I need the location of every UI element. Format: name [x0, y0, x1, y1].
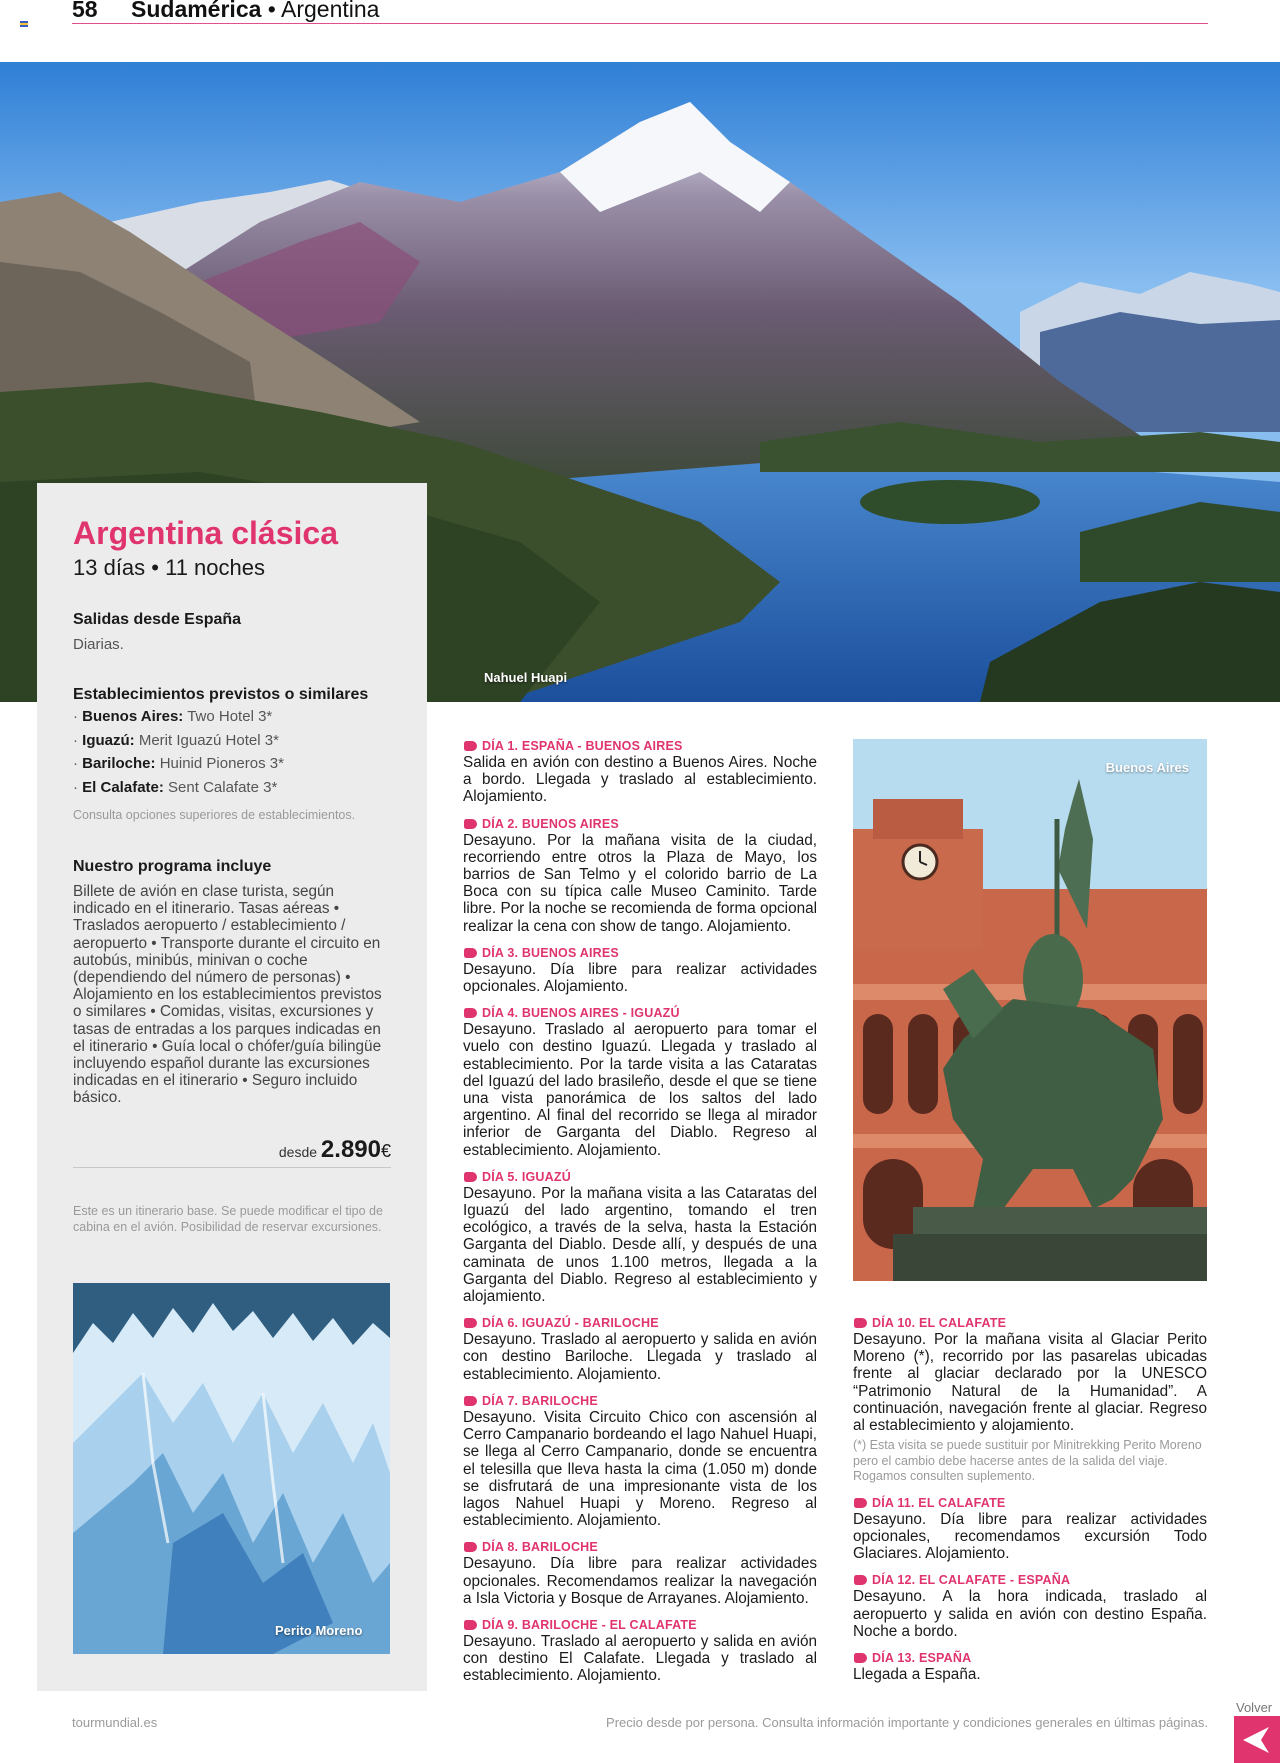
day-title: DÍA 2. BUENOS AIRES: [463, 817, 817, 832]
hotels-note: Consulta opciones superiores de establecimientos.: [73, 808, 356, 822]
glacier-illustration: [73, 1283, 390, 1654]
itinerary-day: [463, 739, 817, 806]
day-title: DÍA 3. BUENOS AIRES: [463, 946, 817, 961]
price-currency: €: [380, 1141, 391, 1161]
day-title: DÍA 10. EL CALAFATE: [853, 1316, 1207, 1331]
itinerary-day: [463, 1316, 817, 1383]
day-text: Desayuno. Día libre para realizar actividades opcionales, recomendamos excursión Todo Glaciares. Alojamiento.: [853, 1510, 1207, 1563]
itinerary-day: [463, 1170, 817, 1305]
itinerary-day: [463, 1394, 817, 1529]
hotel-item: · Bariloche: Huinid Pioneros 3*: [73, 755, 284, 772]
back-label: Volver: [1236, 1700, 1273, 1715]
flag-icon: [20, 21, 28, 27]
back-arrow-icon: [1243, 1727, 1271, 1753]
page-header: [72, 0, 1208, 24]
day-text: Desayuno. Traslado al aeropuerto y salida en avión con destino Bariloche. Llegada y traslado al establecimiento. Alojamiento.: [463, 1331, 817, 1383]
day-text: Desayuno. Por la mañana visita de la ciudad, recorriendo entre otros la Plaza de Mayo, los barrios de San Telmo y el colorido barrio de La Boca con su típica calle Museo Caminito. Tarde libre. Por la noche se recomienda de forma opcional realizar la cena con show de tango. Alojamiento.: [463, 831, 817, 935]
itinerary-day: [463, 1540, 817, 1607]
itinerary-day: [853, 1316, 1207, 1485]
hotel-item: · Iguazú: Merit Iguazú Hotel 3*: [73, 731, 279, 749]
trip-title: Argentina clásica: [73, 515, 338, 551]
day-title: DÍA 12. EL CALAFATE - ESPAÑA: [853, 1573, 1207, 1588]
hero-caption: Nahuel Huapi: [484, 670, 568, 685]
day-title: DÍA 8. BARILOCHE: [463, 1540, 817, 1555]
day-note: (*) Esta visita se puede sustituir por Minitrekking Perito Moreno pero el cambio debe hacerse antes de la salida del viaje. Rogamos consulten suplemento.: [853, 1438, 1202, 1484]
day-text: Llegada a España.: [853, 1665, 981, 1683]
itinerary-day: [853, 1496, 1207, 1563]
day-title: DÍA 9. BARILOCHE - EL CALAFATE: [463, 1618, 817, 1633]
price-value: 2.890: [320, 1136, 381, 1163]
region-name: Sudamérica: [131, 0, 262, 22]
day-text: Desayuno. Día libre para realizar actividades opcionales. Recomendamos realizar la navegación a Isla Victoria y Bosque de Arrayanes. Alojamiento.: [463, 1555, 817, 1607]
section-title: [131, 0, 379, 23]
day-text: Desayuno. A la hora indicada, traslado al aeropuerto y salida en avión con destino España. Noche a bordo.: [853, 1588, 1207, 1640]
hotel-item: · El Calafate: Sent Calafate 3*: [73, 778, 278, 796]
day-text: Desayuno. Traslado al aeropuerto y salida en avión con destino El Calafate. Llegada y traslado al establecimiento. Alojamiento.: [463, 1632, 817, 1685]
back-button[interactable]: [1234, 1716, 1280, 1763]
itinerary-column-2: [853, 1316, 1207, 1694]
day-text: Desayuno. Por la mañana visita a las Cataratas del Iguazú del lado argentino, tomando el tren ecológico, a través de la selva, hasta la Estación Garganta del Diablo. Desde allí, y después de una caminata de unos 1.100 metros, llegada a la Garganta del Diablo. Regreso al establecimiento y alojamiento.: [463, 1184, 817, 1306]
departures-heading: Salidas desde España: [73, 611, 242, 628]
trip-duration: 13 días • 11 noches: [73, 555, 265, 580]
glacier-caption: Perito Moreno: [275, 1623, 363, 1638]
itinerary-day: [853, 1573, 1207, 1640]
glacier-photo: [73, 1283, 390, 1654]
day-title: DÍA 13. ESPAÑA: [853, 1651, 1207, 1666]
title-separator: •: [261, 0, 281, 22]
buenos-aires-photo: [853, 739, 1207, 1281]
itinerary-day: [463, 1006, 817, 1159]
itinerary-day: [853, 1651, 1207, 1683]
day-title: DÍA 4. BUENOS AIRES - IGUAZÚ: [463, 1006, 817, 1021]
price-row: [73, 1136, 391, 1168]
itinerary-column-1: [463, 739, 817, 1696]
buenos-aires-caption: Buenos Aires: [1105, 760, 1189, 775]
departures-text: Diarias.: [73, 636, 124, 653]
page-number: 58: [72, 0, 98, 22]
includes-heading: Nuestro programa incluye: [73, 858, 272, 875]
hotels-heading: Establecimientos previstos o similares: [73, 686, 369, 703]
price-from-label: desde: [278, 1144, 321, 1160]
footer-disclaimer: Precio desde por persona. Consulta información importante y condiciones generales en últimas páginas.: [606, 1715, 1208, 1730]
itinerary-day: [463, 817, 817, 935]
day-title: DÍA 5. IGUAZÚ: [463, 1170, 817, 1185]
day-title: DÍA 1. ESPAÑA - BUENOS AIRES: [463, 739, 817, 754]
day-title: DÍA 7. BARILOCHE: [463, 1394, 817, 1409]
day-text: Salida en avión con destino a Buenos Aires. Noche a bordo. Llegada y traslado al establecimiento. Alojamiento.: [463, 754, 817, 806]
country-name: Argentina: [280, 0, 380, 22]
day-text: Desayuno. Traslado al aeropuerto para tomar el vuelo con destino Iguazú. Llegada y traslado al establecimiento. Por la tarde visita a las Cataratas del Iguazú del lado brasileño, desde el que se tiene una vista panorámica de los saltos del lado argentino. Al final del recorrido se llega al mirador inferior de Garganta del Diablo. Regreso al establecimiento. Alojamiento.: [463, 1021, 817, 1159]
day-text: Desayuno. Por la mañana visita al Glaciar Perito Moreno (*), recorrido por las pasarelas ubicadas frente al glaciar declarado por la UNESCO “Patrimonio Natural de la Humanidad”. A continuación, navegación frente al glaciar. Regreso al establecimiento y alojamiento.: [853, 1331, 1207, 1435]
day-title: DÍA 6. IGUAZÚ - BARILOCHE: [463, 1316, 817, 1331]
buenos-aires-illustration: [853, 739, 1207, 1281]
itinerary-day: [463, 1618, 817, 1685]
day-text: Desayuno. Visita Circuito Chico con ascensión al Cerro Campanario bordeando el lago Nahuel Huapi, se llega al Cerro Campanario, donde se encuentra el telesilla que lleva hasta la cima (1.050 m) donde se disfrutará de una impresionante vista de los lagos Nahuel Huapi y Moreno. Regreso al establecimiento. Alojamiento.: [463, 1408, 817, 1530]
hotel-item: · Buenos Aires: Two Hotel 3*: [73, 708, 273, 725]
day-title: DÍA 11. EL CALAFATE: [853, 1496, 1207, 1511]
hotels-list: [73, 708, 284, 802]
itinerary-day: [463, 946, 817, 995]
day-text: Desayuno. Día libre para realizar actividades opcionales. Alojamiento.: [463, 960, 817, 996]
footer-website: tourmundial.es: [72, 1715, 158, 1730]
includes-text: Billete de avión en clase turista, según indicado en el itinerario. Tasas aéreas • Traslados aeropuerto / establecimiento / aeropuerto • Transporte durante el circuito en autobús, minibús, minivan o coche (dependiendo del número de personas) • Alojamiento en los establecimientos previstos o similares • Comidas, visitas, excursiones y tasas de entradas a los parques indicadas en el itinerario • Guía local o chófer/guía bilingüe incluyendo español durante las excursiones indicadas en el itinerario • Seguro incluido básico.: [73, 883, 382, 1107]
itinerary-base-note: Este es un itinerario base. Se puede modificar el tipo de cabina en el avión. Posibilidad de reservar excursiones.: [73, 1204, 383, 1234]
